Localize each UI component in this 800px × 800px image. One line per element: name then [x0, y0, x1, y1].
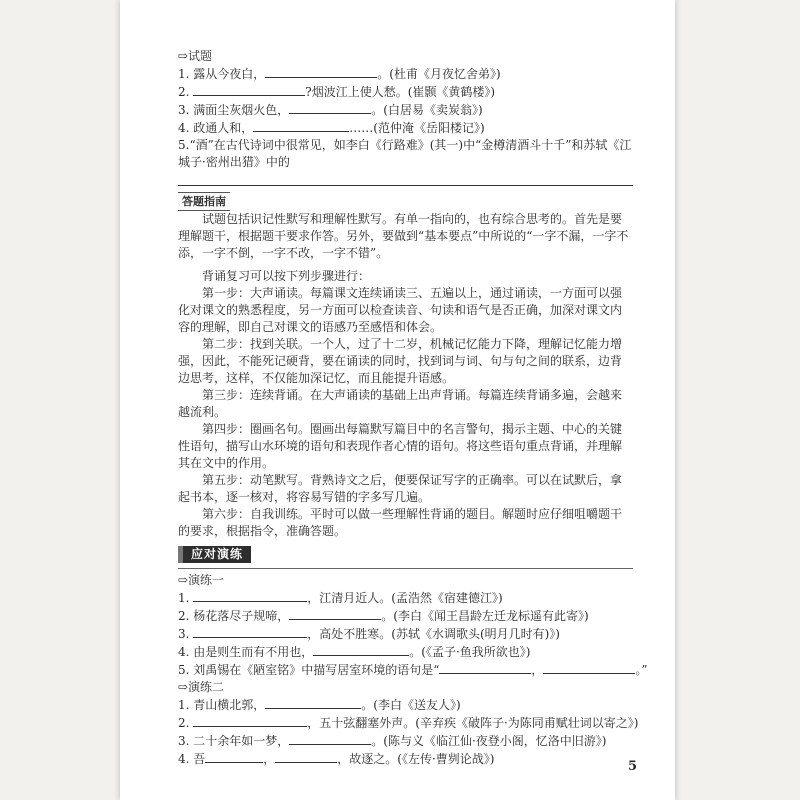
book-page — [120, 0, 675, 800]
page-number: 5 — [627, 759, 637, 774]
guide-paragraph: 背诵复习可以按下列步骤进行： — [202, 269, 371, 283]
answer-blank[interactable] — [289, 732, 371, 745]
practice2-item-2: 2. ，五十弦翻塞外声。(辛弃疾《破阵子·为陈同甫赋壮词以寄之》) — [178, 716, 639, 730]
practice-label: 应对演练 — [178, 546, 251, 563]
answer-blank[interactable] — [265, 696, 361, 709]
practice2-item-4: 4. 吾 ， ，故逐之。(《左传·曹刿论战》) — [178, 752, 495, 766]
exercise-item-4: 4. 政通人和， ……(范仲淹《岳阳楼记》) — [178, 121, 485, 135]
practice1-item-3: 3. ，高处不胜寒。(苏轼《水调歌头(明月几时有)》) — [178, 627, 560, 641]
guide-paragraph: 试题包括识记性默写和理解性默写。有单一指向的，也有综合思考的。首先是要理解题干，根据题干要求作答。另外，要做到“基本要点”中所说的“一字不漏，一字不添，一字不倒，一字不改，一字不错”。 — [178, 212, 629, 260]
answer-blank[interactable] — [265, 65, 377, 78]
practice-group-2-title: ⇨演练二 — [178, 680, 225, 694]
exercise-item-5: 5.“酒”在古代诗词中很常见，如李白《行路难》(其一)中“金樽清酒斗十千”和苏轼《江城子·密州出猎》中的 — [178, 137, 633, 186]
answer-blank[interactable] — [193, 714, 307, 727]
answer-blank[interactable] — [193, 83, 305, 96]
practice1-item-2: 2. 杨花落尽子规啼， 。(李白《闻王昌龄左迁龙标遥有此寄》) — [178, 609, 589, 623]
guide-step-1: 第一步：大声诵读。每篇课文连续诵读三、五遍以上，通过诵读，一方面可以强化对课文的熟悉程度，另一方面可以检查读音、句读和语气是否正确，加深对课文内容的理解，即自己对课文的语感乃至感悟和体会。 — [178, 286, 623, 334]
answer-blank[interactable] — [205, 750, 263, 763]
exercise-item-1: 1. 露从今夜白， 。(杜甫《月夜忆舍弟》) — [178, 67, 501, 81]
answer-blank[interactable] — [178, 173, 633, 186]
answer-blank[interactable] — [289, 607, 381, 620]
answer-blank[interactable] — [289, 101, 371, 114]
page-content — [178, 48, 648, 768]
exercise-item-3: 3. 满面尘灰烟火色， 。(白居易《卖炭翁》) — [178, 103, 483, 117]
practice1-item-4: 4. 由是则生而有不用也， 。(《孟子·鱼我所欲也》) — [178, 645, 531, 659]
answer-blank[interactable] — [193, 589, 307, 602]
guide-step-3: 第三步：连续背诵。在大声诵读的基础上出声背诵。每篇连续背诵多遍，会越来越流利。 — [178, 388, 623, 419]
practice-header — [178, 546, 633, 563]
guide-step-2: 第二步：找到关联。一个人，过了十二岁，机械记忆能力下降，理解记忆能力增强，因此，不能死记硬背，要在诵读的同时，找到词与词、句与句之间的联系，边背边思考，这样，不仅能加深记忆，而且能提升语感。 — [178, 337, 623, 385]
answer-blank[interactable] — [193, 625, 307, 638]
guide-label: 答题指南 — [178, 192, 230, 211]
answer-blank[interactable] — [543, 661, 635, 674]
answer-blank[interactable] — [253, 119, 349, 132]
practice2-item-3: 3. 二十余年如一梦， 。(陈与义《临江仙·夜登小阁，忆洛中旧游》) — [178, 734, 607, 748]
exercise-item-2: 2. ?烟波江上使人愁。(崔颢《黄鹤楼》) — [178, 85, 496, 99]
answer-blank[interactable] — [275, 750, 337, 763]
divider — [178, 568, 633, 569]
guide-header — [178, 192, 633, 211]
guide-step-5: 第五步：动笔默写。背熟诗文之后，便要保证写字的正确率。可以在试默后，拿起书本，逐一核对，将容易写错的字多写几遍。 — [178, 473, 623, 504]
practice1-item-1: 1. ，江清月近人。(孟浩然《宿建德江》) — [178, 591, 503, 605]
practice1-item-5: 5. 刘禹锡在《陋室铭》中描写居室环境的语句是“ ， 。” — [178, 663, 648, 677]
guide-step-6: 第六步：自我训练。平时可以做一些理解性背诵的题目。解题时应仔细咀嚼题干的要求，根据指令，准确答题。 — [178, 507, 623, 538]
practice2-item-1: 1. 青山横北郭， 。(李白《送友人》) — [178, 698, 461, 712]
practice-group-1-title: ⇨演练一 — [178, 573, 225, 587]
answer-blank[interactable] — [439, 661, 531, 674]
guide-step-4: 第四步：圈画名句。圈画出每篇默写篇目中的名言警句，揭示主题、中心的关键性语句，描写山水环境的语句和表现作者心情的语句。将这些语句重点背诵，并理解其在文中的作用。 — [178, 422, 623, 470]
exercise-section-title: ⇨试题 — [178, 49, 213, 63]
answer-blank[interactable] — [313, 643, 409, 656]
